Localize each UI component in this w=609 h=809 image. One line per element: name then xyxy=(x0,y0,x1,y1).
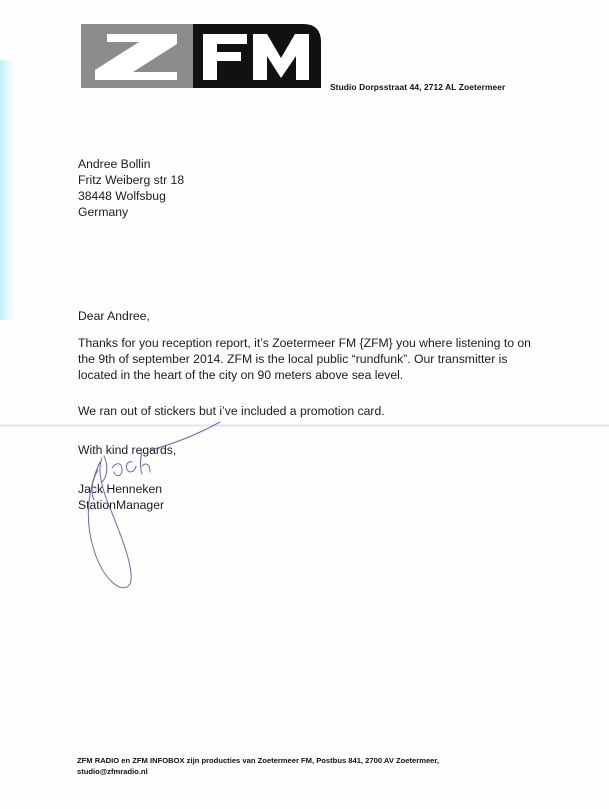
footer-line-1: ZFM RADIO en ZFM INFOBOX zijn producties van Zoetermeer FM, Postbus 841, 2700 AV Zoetermeer, xyxy=(77,756,440,765)
body-paragraph-2: We ran out of stickers but i’ve included a promotion card. xyxy=(78,404,385,418)
recipient-street: Fritz Weiberg str 18 xyxy=(78,173,185,187)
signer-title: StationManager xyxy=(78,498,165,512)
closing: With kind regards, xyxy=(78,443,177,457)
recipient-address xyxy=(78,156,184,220)
recipient-city: 38448 Wolfsbug xyxy=(78,189,166,203)
signoff xyxy=(78,481,164,513)
recipient-country: Germany xyxy=(78,205,129,219)
scan-edge-tint xyxy=(0,60,14,320)
signer-name: Jack Henneken xyxy=(78,482,163,496)
salutation: Dear Andree, xyxy=(78,309,150,323)
recipient-name: Andree Bollin xyxy=(78,157,151,171)
body-paragraph-1: Thanks for you reception report, it’s Zoetermeer FM {ZFM} you where listening to on the 9th of september 2014. ZFM is the local public “rundfunk”. Our transmitter is located in the heart of the city on 90 meters above sea level. xyxy=(78,336,531,382)
fold-line xyxy=(0,424,609,427)
studio-address: Studio Dorpsstraat 44, 2712 AL Zoetermeer xyxy=(330,82,506,92)
footer xyxy=(77,756,439,777)
footer-email: studio@zfmradio.nl xyxy=(77,766,148,776)
zfm-logo xyxy=(81,22,321,90)
